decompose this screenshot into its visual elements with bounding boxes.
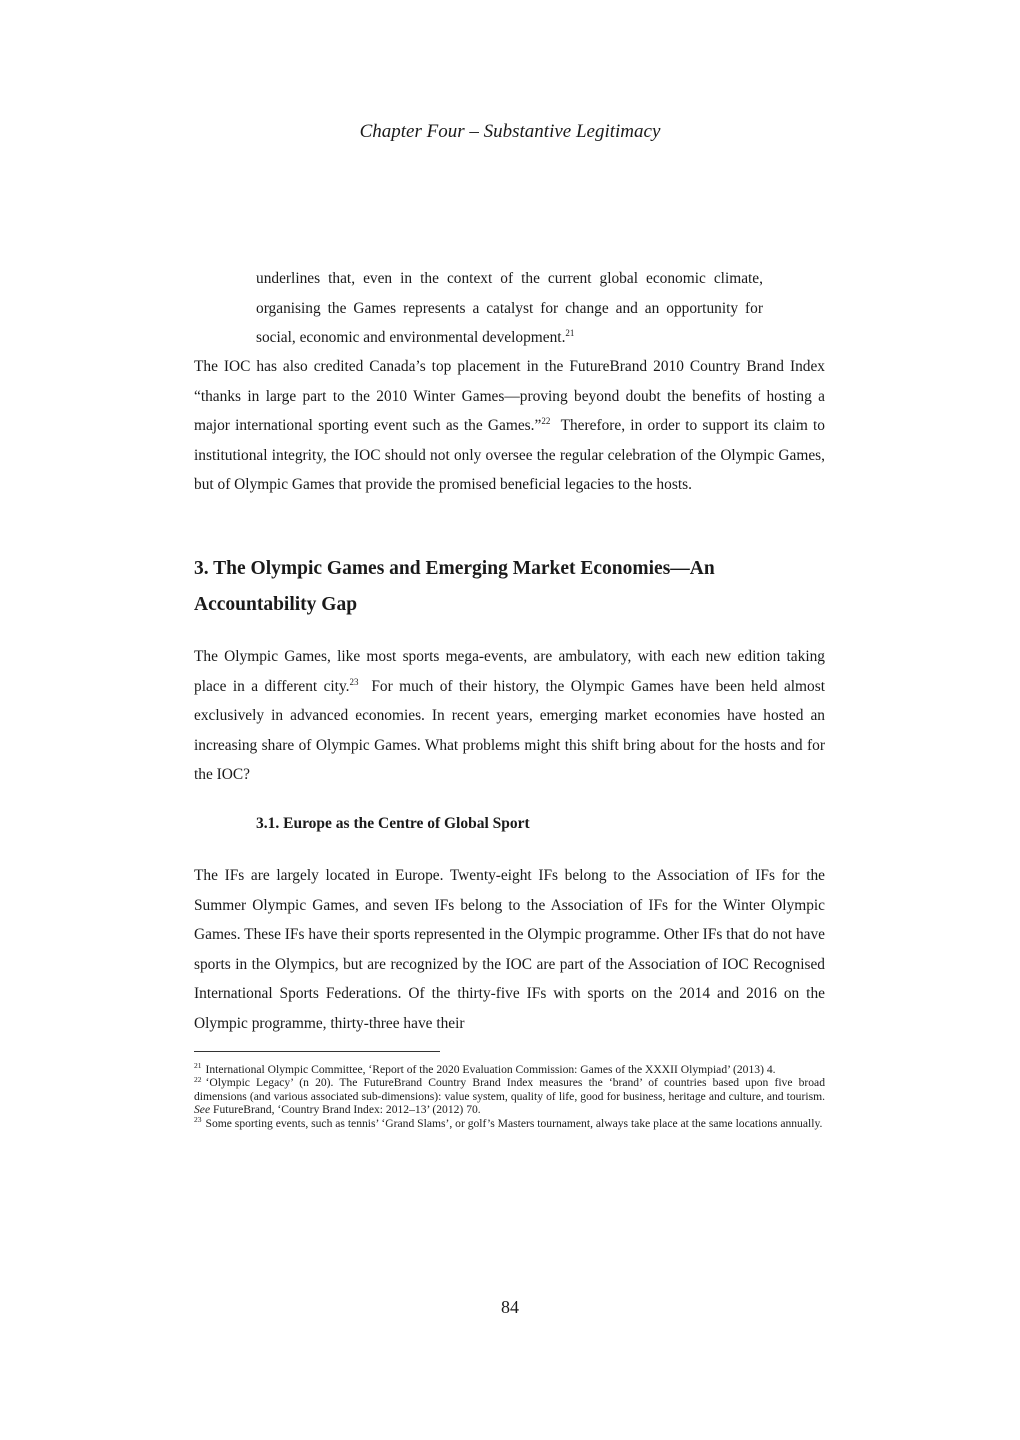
running-header: Chapter Four – Substantive Legitimacy: [359, 121, 661, 142]
subsection-heading: 3.1. Europe as the Centre of Global Sport: [256, 815, 530, 832]
footnote-number: 22: [194, 1074, 202, 1084]
paragraph-ifs-europe: The IFs are largely located in Europe. Twenty-eight IFs belong to the Association of IFs for the Summer Olympic Games, and seven IFs belong to the Association of IFs for the Winter Olympic Games. These IFs have their sports represented in the Olympic programme. Other IFs that do not have sports in the Olympics, but are recognized by the IOC are part of the Association of IOC Recognised International Sports Federations. Of the thirty-five IFs with sports on the 2014 and 2016 on the Olympic programme, thirty-three have their: [194, 867, 825, 1032]
footnote-ref-23[interactable]: 23: [349, 676, 359, 687]
paragraph-text: Therefore, in order to support its claim to institutional integrity, the IOC should not only oversee the regular celebration of the Olympic Games, but of Olympic Games that provide the promised beneficial legacies to the hosts.: [194, 417, 826, 494]
footnote-number: 23: [194, 1114, 202, 1124]
paragraph-text: The IOC has also credited Canada’s top placement in the FutureBrand 2010 Country Brand Index “thanks in large part to the 2010 Winter Games—proving beyond doubt the benefits of hosting a major international sporting event such as the Games.”: [194, 358, 825, 435]
footnote-23: [194, 1114, 825, 1130]
block-quote: [256, 264, 763, 353]
paragraph-ambulatory: [194, 642, 825, 790]
footnote-ref-22[interactable]: 22: [541, 416, 551, 427]
paragraph-ioc-brand: [194, 352, 825, 500]
footnote-separator: [194, 1051, 440, 1052]
footnote-see: See: [194, 1103, 211, 1117]
footnotes: [194, 1063, 825, 1130]
block-quote-text: underlines that, even in the context of the current global economic climate, organising the Games represents a catalyst for change and an opportunity for social, economic and environmental development.: [256, 270, 763, 347]
section-heading: 3. The Olympic Games and Emerging Market Economies—An Accountability Gap: [194, 558, 715, 615]
paragraph-text: For much of their history, the Olympic Games have been held almost exclusively in advanced economies. In recent years, emerging market economies have hosted an increasing share of Olympic Games. What problems might this shift bring about for the hosts and for the IOC?: [194, 677, 825, 784]
footnote-22: [194, 1076, 825, 1116]
footnote-text: ‘Olympic Legacy’ (n 20). The FutureBrand Country Brand Index measures the ‘brand’ of countries based upon five broad dimensions (and various associated sub-dimensions): value system, quality of life, good for business, heritage and culture, and tourism.: [194, 1076, 825, 1103]
footnote-text: International Olympic Committee, ‘Report of the 2020 Evaluation Commission: Games of the XXXII Olympiad’ (2013) 4.: [205, 1063, 776, 1076]
footnote-ref-21[interactable]: 21: [565, 328, 575, 339]
footnote-text: Some sporting events, such as tennis’ ‘Grand Slams’, or golf’s Masters tournament, always take place at the same locations annually.: [205, 1116, 823, 1130]
page-number: 84: [501, 1297, 519, 1317]
paragraph-text: The Olympic Games, like most sports mega-events, are ambulatory, with each new edition taking place in a different city.: [194, 648, 825, 695]
footnote-text: FutureBrand, ‘Country Brand Index: 2012–13’ (2012) 70.: [213, 1103, 481, 1117]
footnote-21: [194, 1063, 825, 1076]
footnote-number: 21: [194, 1061, 202, 1071]
